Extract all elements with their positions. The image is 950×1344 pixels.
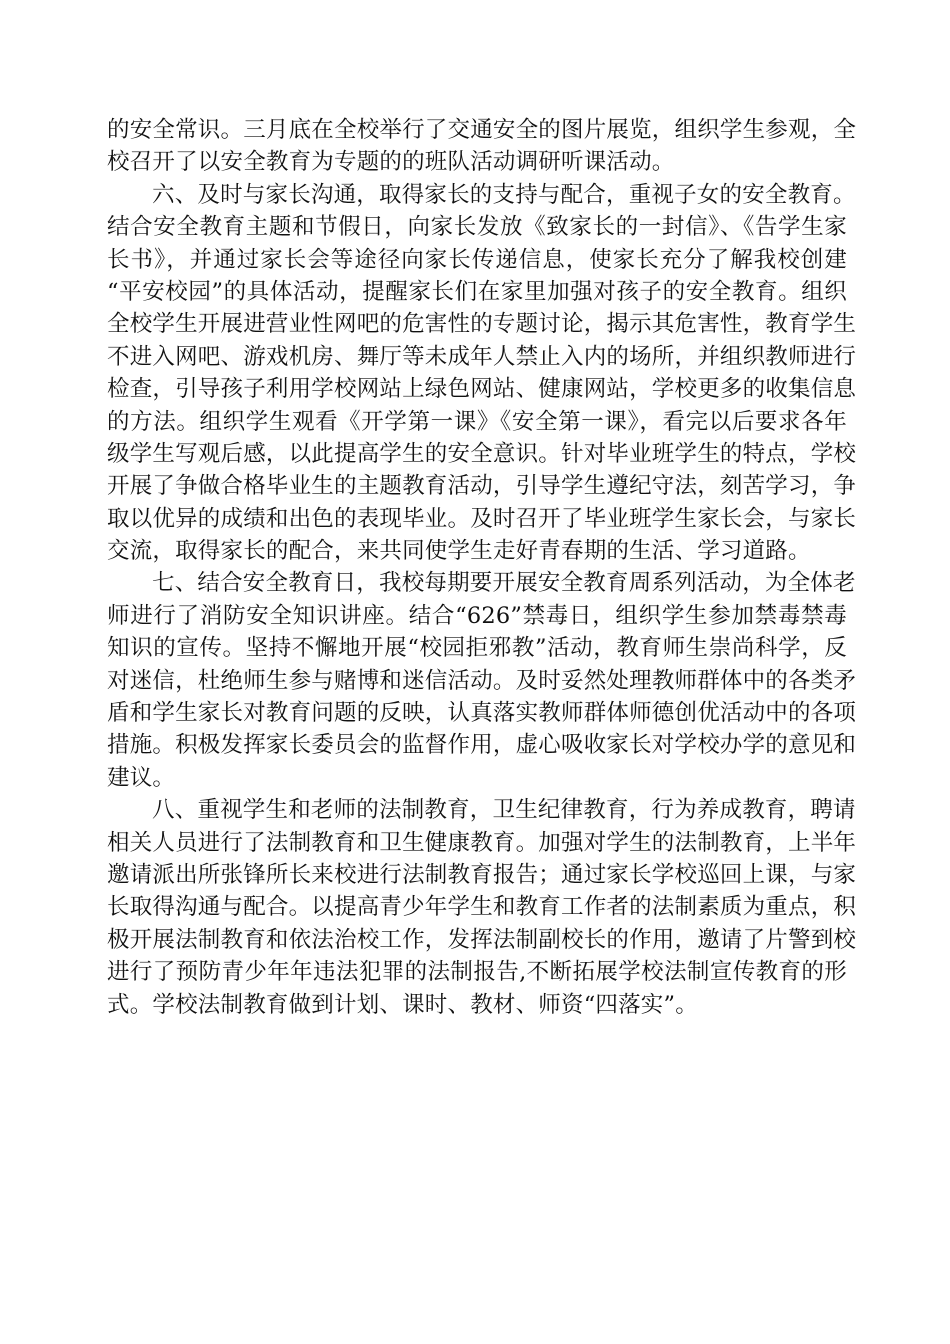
text-line: 师进行了消防安全知识讲座。结合“626”禁毒日，组织学生参加禁毒禁毒 bbox=[107, 602, 847, 629]
text-line: 不进入网吧、游戏机房、舞厅等未成年人禁止入内的场所，并组织教师进行 bbox=[107, 343, 857, 370]
text-line: 全校学生开展进营业性网吧的危害性的专题讨论，揭示其危害性，教育学生 bbox=[107, 311, 857, 338]
text-line: 的方法。组织学生观看《开学第一课》《安全第一课》，看完以后要求各年 bbox=[107, 408, 847, 435]
text-line: 极开展法制教育和依法治校工作，发挥法制副校长的作用，邀请了片警到校 bbox=[107, 926, 857, 953]
paragraph-intro-continued bbox=[107, 114, 857, 179]
paragraph-section-8 bbox=[107, 794, 857, 1021]
text-line: 相关人员进行了法制教育和卫生健康教育。加强对学生的法制教育，上半年 bbox=[107, 829, 857, 856]
text-line: 检查，引导孩子利用学校网站上绿色网站、健康网站，学校更多的收集信息 bbox=[107, 376, 857, 403]
text-line: 式。学校法制教育做到计划、课时、教材、师资“四落实”。 bbox=[107, 991, 698, 1018]
text-line: 结合安全教育主题和节假日，向家长发放《致家长的一封信》、《告学生家 bbox=[107, 214, 847, 241]
text-line: 知识的宣传。坚持不懈地开展“校园拒邪教”活动，教育师生崇尚科学，反 bbox=[107, 635, 847, 662]
text-line: 对迷信，杜绝师生参与赌博和迷信活动。及时妥然处理教师群体中的各类矛 bbox=[107, 667, 857, 694]
text-line: 措施。积极发挥家长委员会的监督作用，虚心吸收家长对学校办学的意见和 bbox=[107, 732, 857, 759]
text-line: 级学生写观后感，以此提高学生的安全意识。针对毕业班学生的特点，学校 bbox=[107, 440, 857, 467]
paragraph-section-6 bbox=[107, 179, 857, 568]
text-line: 六、及时与家长沟通，取得家长的支持与配合，重视子女的安全教育。 bbox=[152, 181, 856, 208]
text-line: 长书》，并通过家长会等途径向家长传递信息，使家长充分了解我校创建 bbox=[107, 246, 847, 273]
text-line: 进行了预防青少年年违法犯罪的法制报告,不断拓展学校法制宣传教育的形 bbox=[107, 959, 847, 986]
text-line: 七、结合安全教育日，我校每期要开展安全教育周系列活动，为全体老 bbox=[152, 570, 856, 597]
text-line: 八、重视学生和老师的法制教育，卫生纪律教育，行为养成教育，聘请 bbox=[152, 797, 856, 824]
text-line: 长取得沟通与配合。以提高青少年学生和教育工作者的法制素质为重点，积 bbox=[107, 894, 857, 921]
text-line: 取以优异的成绩和出色的表现毕业。及时召开了毕业班学生家长会，与家长 bbox=[107, 505, 857, 532]
paragraph-section-7 bbox=[107, 567, 857, 794]
text-line: 建议。 bbox=[107, 764, 176, 791]
document-page bbox=[107, 114, 857, 1021]
text-line: 校召开了以安全教育为专题的的班队活动调研听课活动。 bbox=[107, 149, 675, 176]
text-line: 开展了争做合格毕业生的主题教育活动，引导学生遵纪守法，刻苦学习，争 bbox=[107, 473, 857, 500]
text-line: “平安校园”的具体活动，提醒家长们在家里加强对孩子的安全教育。组织 bbox=[107, 278, 847, 305]
text-line: 盾和学生家长对教育问题的反映，认真落实教师群体师德创优活动中的各项 bbox=[107, 700, 857, 727]
text-line: 邀请派出所张锋所长来校进行法制教育报告；通过家长学校巡回上课，与家 bbox=[107, 861, 857, 888]
text-line: 交流，取得家长的配合，来共同使学生走好青春期的生活、学习道路。 bbox=[107, 538, 811, 565]
text-line: 的安全常识。三月底在全校举行了交通安全的图片展览，组织学生参观，全 bbox=[107, 117, 857, 143]
